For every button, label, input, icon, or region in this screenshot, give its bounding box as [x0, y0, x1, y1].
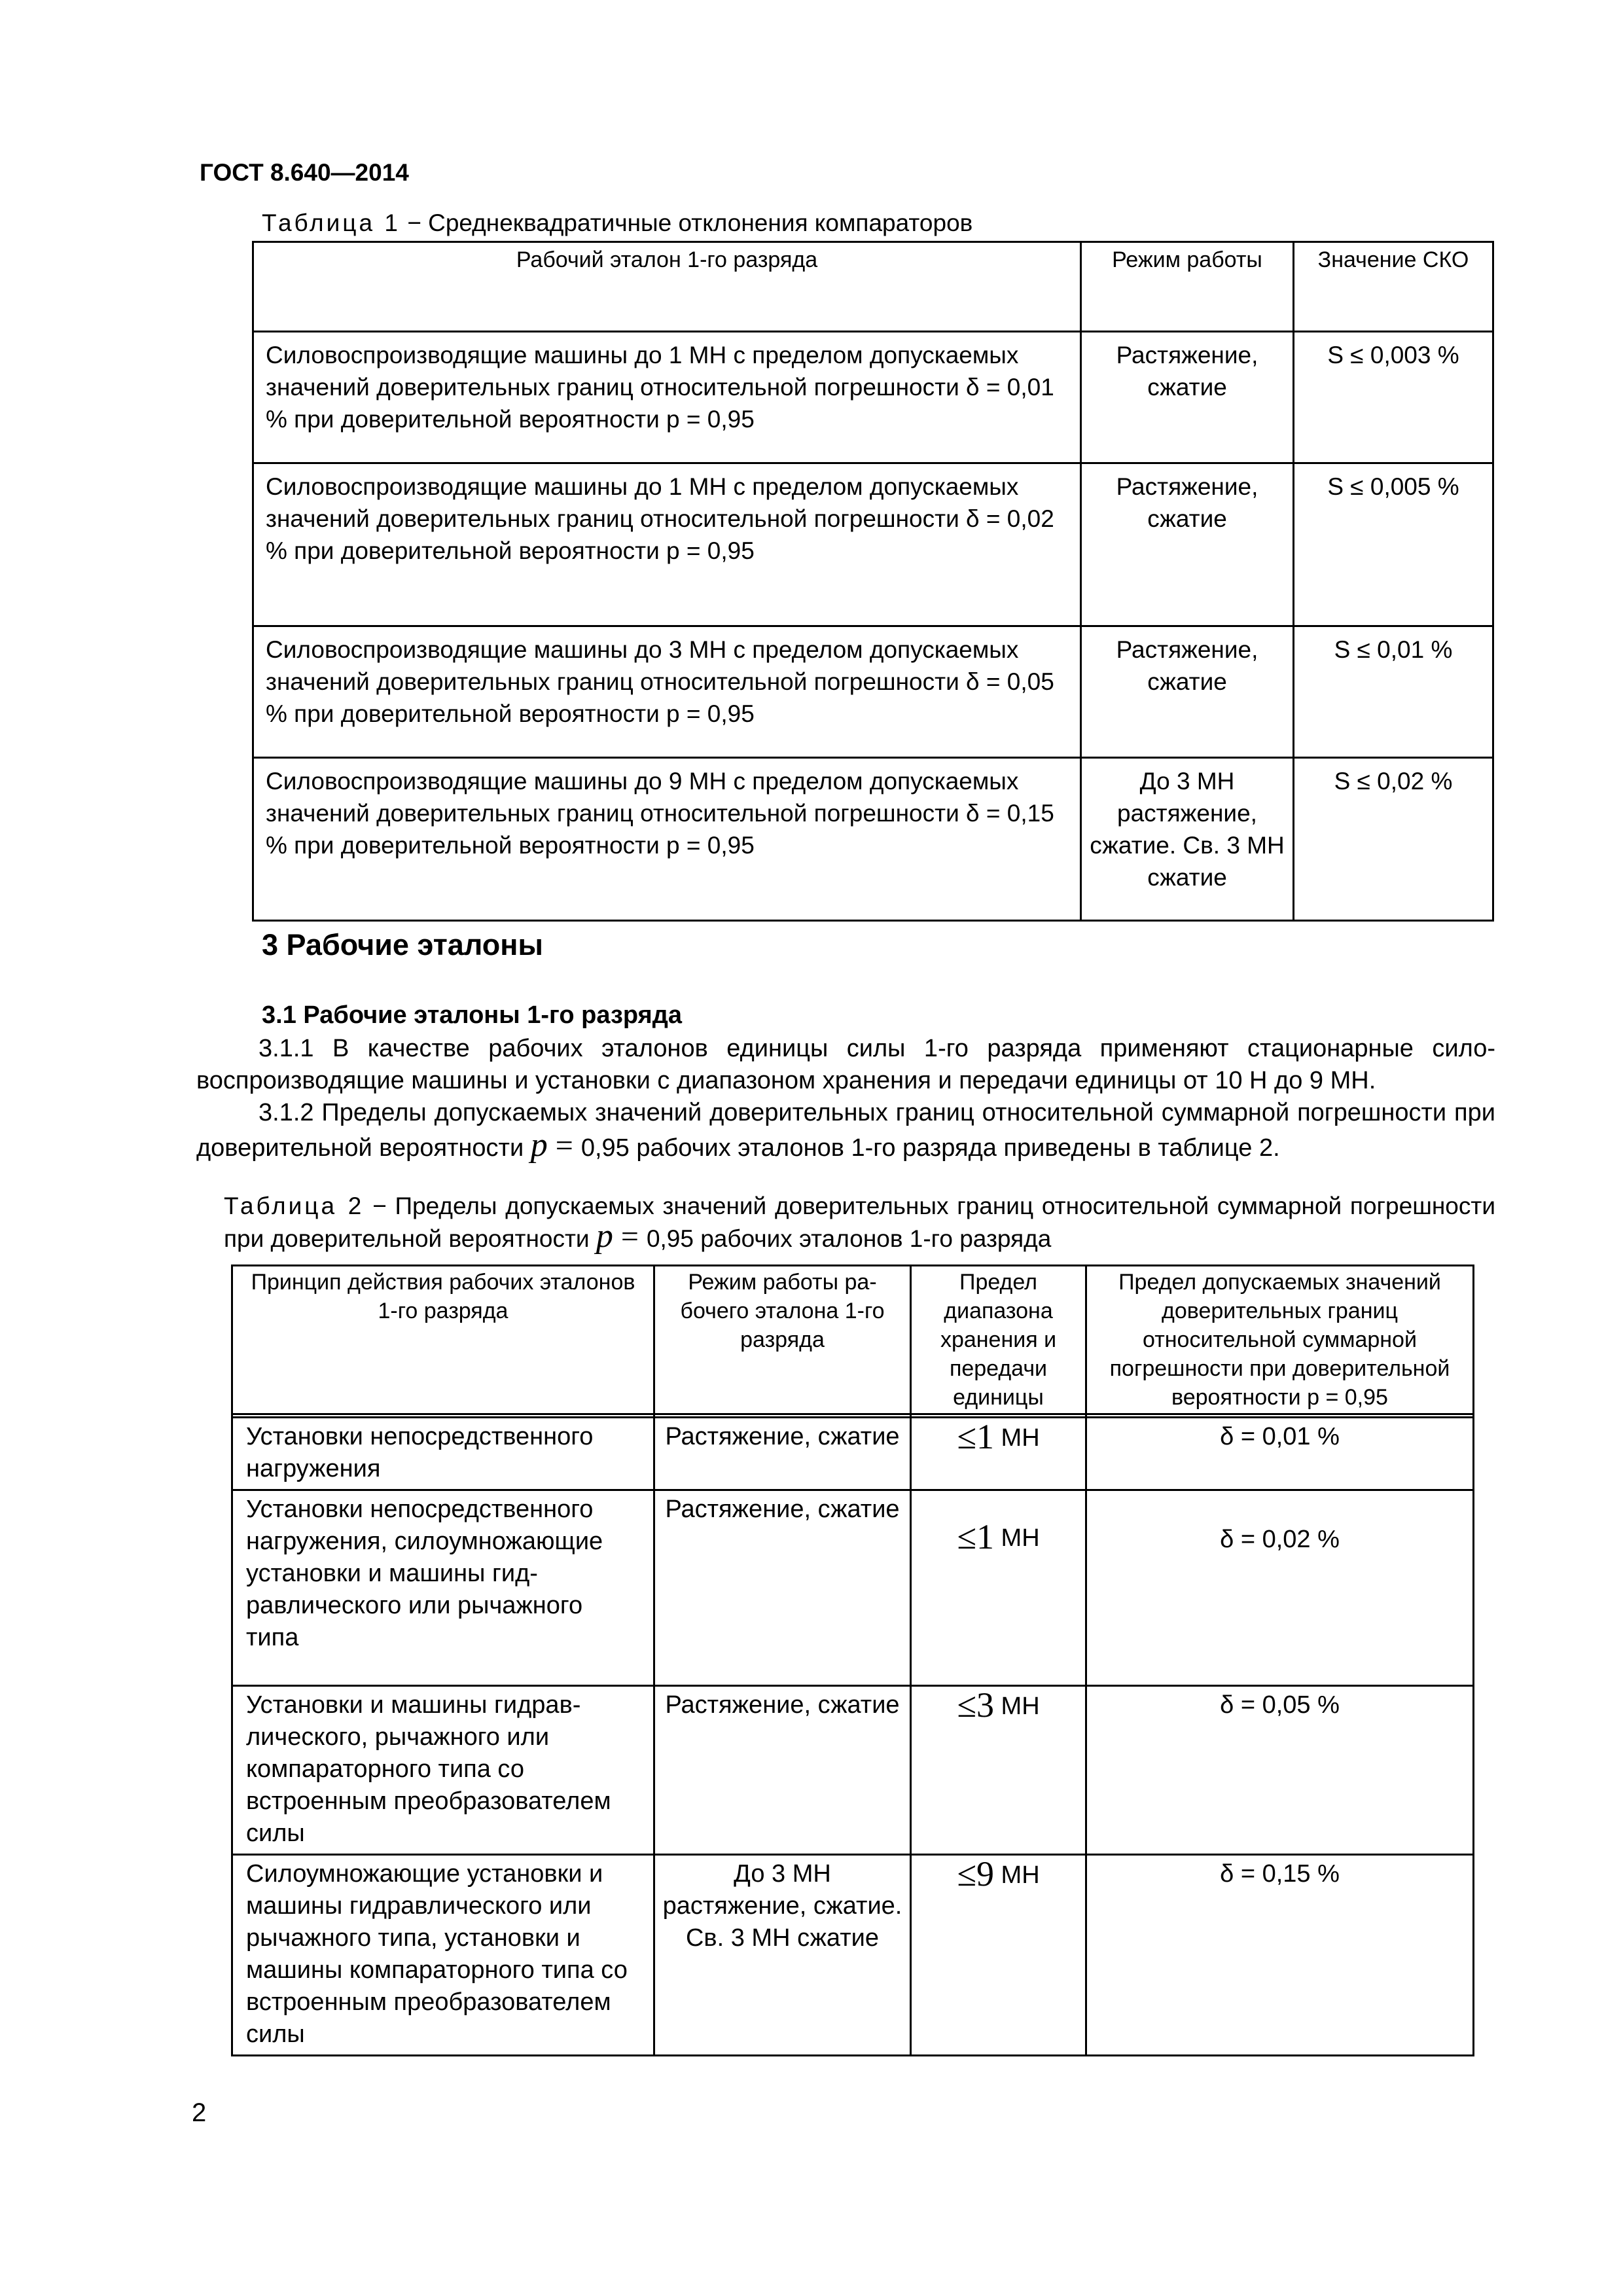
- operating-mode: Растяжение, сжатие: [1081, 463, 1294, 626]
- document-code: ГОСТ 8.640—2014: [200, 159, 409, 186]
- paragraph-3-1-2: [196, 1097, 1495, 1164]
- formula-variable: p: [530, 1126, 548, 1164]
- operating-principle: Установки непосредственного нагружения, силоумножающие установки и машины гидравлического или рычажного типа: [232, 1490, 654, 1686]
- range-limit-value: ≤1: [957, 1517, 994, 1556]
- operating-mode: Растяжение, сжатие: [1081, 332, 1294, 463]
- range-limit: [911, 1855, 1086, 2056]
- operating-principle: Установки непосредственного нагружения: [232, 1418, 654, 1490]
- operating-principle: Установки и машины гидравлического, рычажного или компараторного типа со встроенным преобразователем силы: [232, 1686, 654, 1855]
- table1-caption-text: − Среднеквадратичные отклонения компараторов: [400, 209, 973, 236]
- table2-caption-text: 0,95 рабочих эталонов 1-го разряда: [646, 1225, 1052, 1252]
- error-limit: δ = 0,05 %: [1086, 1686, 1474, 1855]
- paragraph-text: 3.1.1 В качестве рабочих эталонов единицы силы 1-го разряда применяют стационарные силовоспроизводящие машины и установки с диапазоном хранения и передачи единицы от 10 Н до 9 МН.: [196, 1035, 1495, 1094]
- error-limit: δ = 0,01 %: [1086, 1418, 1474, 1490]
- paragraph-3-1-1: [196, 1033, 1495, 1097]
- range-limit-unit: МН: [993, 1693, 1040, 1720]
- table2-header-cell: Режим работы рабочего эталона 1-го разряда: [654, 1266, 911, 1414]
- table-row: [253, 758, 1493, 921]
- table1-header-row: [253, 242, 1493, 332]
- table2: [231, 1265, 1474, 2056]
- formula-equals: =: [547, 1128, 581, 1163]
- sko-value: S ≤ 0,01 %: [1294, 626, 1493, 758]
- subsection-title: 3.1 Рабочие эталоны 1-го разряда: [262, 1001, 682, 1029]
- formula-variable: p: [596, 1217, 613, 1255]
- table2-header-cell: Предел допускаемых значений доверительных границ относительной суммарной погрешности при доверительной вероятности p = 0,95: [1086, 1266, 1474, 1414]
- table2-caption-text: − Пределы допускаемых значений доверительных границ относительной суммарной погрешности при доверительной вероятности: [224, 1193, 1495, 1252]
- table1-caption-label: Таблица 1: [262, 209, 401, 236]
- sko-value: S ≤ 0,003 %: [1294, 332, 1493, 463]
- error-limit: δ = 0,02 %: [1086, 1490, 1474, 1686]
- table-row: [232, 1490, 1474, 1686]
- table2-caption-label: Таблица 2: [224, 1193, 365, 1219]
- sko-value: S ≤ 0,005 %: [1294, 463, 1493, 626]
- table-row: [232, 1686, 1474, 1855]
- operating-mode: До 3 МН растяжение, сжатие. Св. 3 МН сжатие: [1081, 758, 1294, 921]
- table1: [252, 241, 1494, 922]
- range-limit-unit: МН: [993, 1524, 1040, 1552]
- sko-value: S ≤ 0,02 %: [1294, 758, 1493, 921]
- operating-mode: Растяжение, сжатие: [1081, 626, 1294, 758]
- section-title: 3 Рабочие эталоны: [262, 928, 543, 961]
- paragraph-text: 3.1.2 Пределы допускаемых значений доверительных границ относительной суммарной погрешности при доверительной вероятности: [196, 1099, 1495, 1162]
- range-limit: [911, 1418, 1086, 1490]
- page-number: 2: [192, 2098, 207, 2127]
- range-limit-value: ≤1: [957, 1417, 994, 1456]
- operating-mode: Растяжение, сжатие: [654, 1418, 911, 1490]
- range-limit: [911, 1490, 1086, 1686]
- standard-description: Силовоспроизводящие машины до 1 МН с пределом допускаемых значений доверительных границ относительной погрешности δ = 0,01 % при доверительной вероятности p = 0,95: [253, 332, 1081, 463]
- table1-header-cell: Значение СКО: [1294, 242, 1493, 332]
- table2-header-cell: Предел диапазона хранения и передачи единицы: [911, 1266, 1086, 1414]
- table2-header-row: [232, 1266, 1474, 1414]
- table-row: [232, 1855, 1474, 2056]
- table-row: [253, 626, 1493, 758]
- range-limit-value: ≤9: [957, 1854, 994, 1893]
- standard-description: Силовоспроизводящие машины до 1 МН с пределом допускаемых значений доверительных границ относительной погрешности δ = 0,02 % при доверительной вероятности p = 0,95: [253, 463, 1081, 626]
- table-row: [232, 1418, 1474, 1490]
- range-limit-unit: МН: [993, 1424, 1040, 1452]
- table1-header-cell: Рабочий эталон 1-го разряда: [253, 242, 1081, 332]
- error-limit: δ = 0,15 %: [1086, 1855, 1474, 2056]
- table-row: [253, 463, 1493, 626]
- operating-principle: Силоумножающие установки и машины гидравлического или рычажного типа, установки и машины компараторного типа со встроенным преобразователем силы: [232, 1855, 654, 2056]
- table1-caption: [262, 208, 972, 238]
- operating-mode: Растяжение, сжатие: [654, 1686, 911, 1855]
- table2-header-cell: Принцип действия рабочих эталонов 1-го разряда: [232, 1266, 654, 1414]
- range-limit-value: ≤3: [957, 1685, 994, 1725]
- operating-mode: До 3 МН растяжение, сжатие. Св. 3 МН сжатие: [654, 1855, 911, 2056]
- formula-equals: =: [613, 1219, 647, 1254]
- table-row: [253, 332, 1493, 463]
- table1-header-cell: Режим работы: [1081, 242, 1294, 332]
- standard-description: Силовоспроизводящие машины до 9 МН с пределом допускаемых значений доверительных границ относительной погрешности δ = 0,15 % при доверительной вероятности p = 0,95: [253, 758, 1081, 921]
- range-limit: [911, 1686, 1086, 1855]
- range-limit-unit: МН: [993, 1861, 1040, 1889]
- standard-description: Силовоспроизводящие машины до 3 МН с пределом допускаемых значений доверительных границ относительной погрешности δ = 0,05 % при доверительной вероятности p = 0,95: [253, 626, 1081, 758]
- operating-mode: Растяжение, сжатие: [654, 1490, 911, 1686]
- paragraph-text: 0,95 рабочих эталонов 1-го разряда приведены в таблице 2.: [580, 1134, 1280, 1162]
- table2-caption: [224, 1191, 1495, 1254]
